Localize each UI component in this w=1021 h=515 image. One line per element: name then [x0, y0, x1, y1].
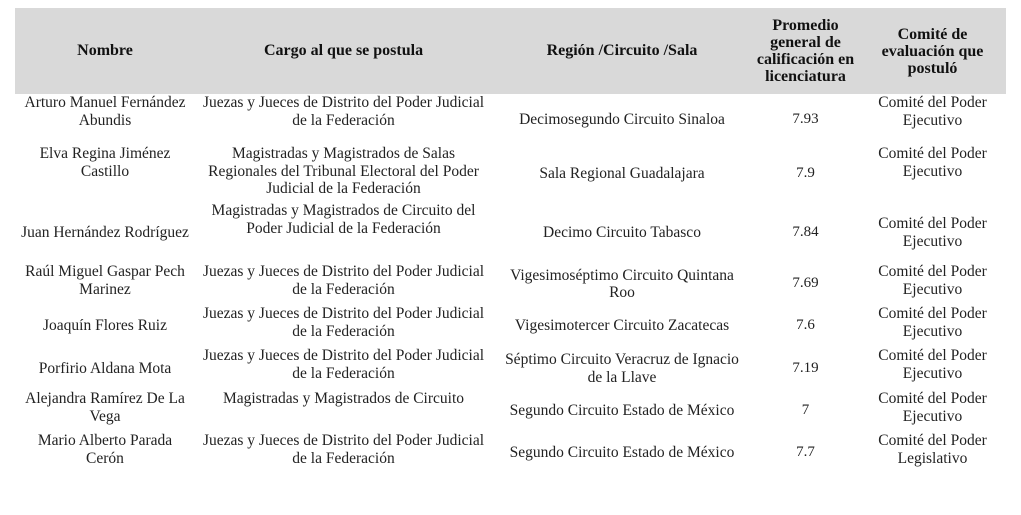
- cell-cargo: Juezas y Jueces de Distrito del Poder Judicial de la Federación: [202, 347, 485, 382]
- cell-region: Vigesimoséptimo Circuito Quintana Roo: [510, 266, 734, 301]
- cell-cargo: Magistradas y Magistrados de Circuito del Poder Judicial de la Federación: [211, 202, 476, 237]
- cell-comite: Comité del Poder Ejecutivo: [878, 94, 987, 129]
- cell-cargo: Juezas y Jueces de Distrito del Poder Judicial de la Federación: [202, 94, 485, 129]
- header-promedio: Promedio general de calificación en licenciatura: [752, 8, 859, 94]
- cell-nombre: Elva Regina Jiménez Castillo: [39, 145, 171, 180]
- cell-region: Segundo Circuito Estado de México: [509, 444, 735, 462]
- table-row: [15, 390, 1006, 432]
- table-row: [15, 263, 1006, 305]
- cell-nombre: Alejandra Ramírez De La Vega: [25, 390, 185, 425]
- table-row: [15, 305, 1006, 347]
- cell-comite: Comité del Poder Ejecutivo: [878, 263, 987, 298]
- cell-comite: Comité del Poder Ejecutivo: [878, 145, 987, 180]
- cell-nombre: Porfirio Aldana Mota: [38, 359, 172, 377]
- cell-cargo: Juezas y Jueces de Distrito del Poder Judicial de la Federación: [202, 432, 485, 467]
- table-row: [15, 94, 1006, 145]
- cell-nombre: Juan Hernández Rodríguez: [21, 223, 189, 241]
- cell-comite: Comité del Poder Ejecutivo: [878, 215, 987, 250]
- cell-nombre: Raúl Miguel Gaspar Pech Marinez: [25, 263, 185, 298]
- header-cargo: Cargo al que se postula: [195, 8, 492, 94]
- cell-promedio: 7.9: [796, 164, 815, 181]
- cell-region: Decimo Circuito Tabasco: [543, 223, 701, 241]
- header-comite: Comité de evaluación que postuló: [859, 8, 1006, 94]
- cell-comite: Comité del Poder Ejecutivo: [878, 390, 987, 425]
- cell-cargo: Magistradas y Magistrados de Salas Regionales del Tribunal Electoral del Poder Judicial de la Federación: [208, 145, 479, 197]
- table-row: [15, 145, 1006, 202]
- candidates-table: [15, 8, 1006, 474]
- cell-promedio: 7.7: [796, 444, 815, 461]
- header-nombre: Nombre: [15, 8, 195, 94]
- cell-region: Decimosegundo Circuito Sinaloa: [519, 110, 725, 128]
- cell-region: Segundo Circuito Estado de México: [509, 402, 735, 420]
- cell-promedio: 7.19: [792, 359, 819, 376]
- cell-cargo: Juezas y Jueces de Distrito del Poder Judicial de la Federación: [202, 305, 485, 340]
- cell-comite: Comité del Poder Legislativo: [878, 432, 987, 467]
- cell-nombre: Joaquín Flores Ruiz: [43, 317, 167, 335]
- header-row: [15, 8, 1006, 94]
- cell-promedio: 7.69: [792, 275, 819, 292]
- table-body: [15, 94, 1006, 474]
- table-row: [15, 347, 1006, 390]
- cell-promedio: 7: [801, 402, 810, 419]
- cell-comite: Comité del Poder Ejecutivo: [878, 347, 987, 382]
- cell-nombre: Arturo Manuel Fernández Abundis: [24, 94, 186, 129]
- cell-cargo: Magistradas y Magistrados de Circuito: [222, 390, 465, 407]
- cell-cargo: Juezas y Jueces de Distrito del Poder Judicial de la Federación: [202, 263, 485, 298]
- cell-promedio: 7.84: [792, 223, 819, 240]
- cell-region: Séptimo Circuito Veracruz de Ignacio de la Llave: [505, 351, 739, 386]
- cell-region: Sala Regional Guadalajara: [539, 164, 705, 182]
- cell-comite: Comité del Poder Ejecutivo: [878, 305, 987, 340]
- table-row: [15, 202, 1006, 263]
- table-header: [15, 8, 1006, 94]
- cell-promedio: 7.6: [796, 317, 815, 334]
- header-region: Región /Circuito /Sala: [492, 8, 752, 94]
- cell-promedio: 7.93: [792, 110, 819, 127]
- cell-region: Vigesimotercer Circuito Zacatecas: [514, 317, 730, 335]
- cell-nombre: Mario Alberto Parada Cerón: [37, 432, 173, 467]
- table-row: [15, 432, 1006, 474]
